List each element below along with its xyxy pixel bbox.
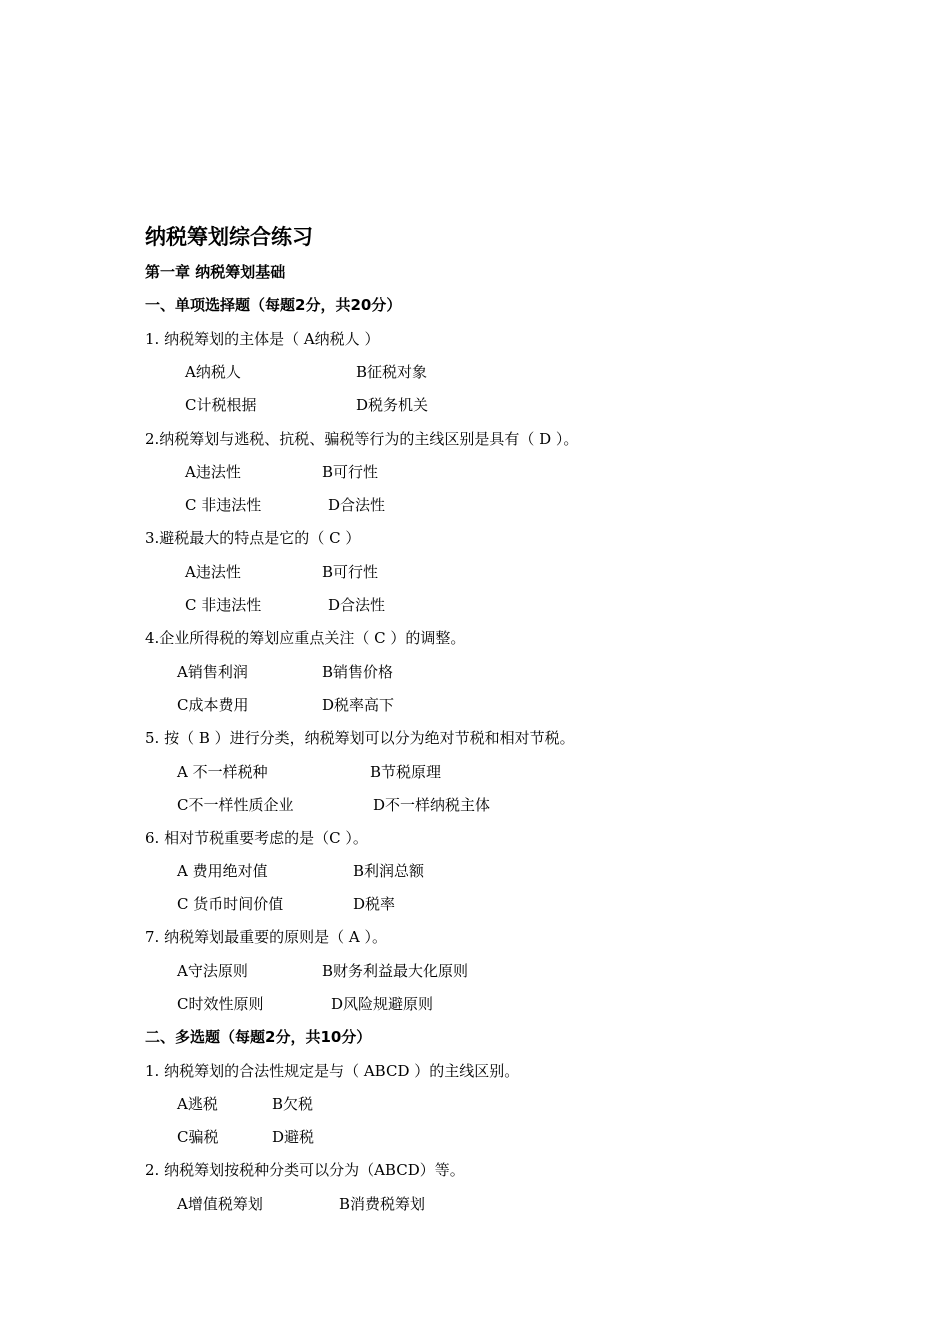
question-text: 4.企业所得税的筹划应重点关注（ C ）的调整。 bbox=[145, 629, 466, 647]
question-text: 5. 按（ B ）进行分类，纳税筹划可以分为绝对节税和相对节税。 bbox=[145, 729, 575, 747]
question-text: 1. 纳税筹划的合法性规定是与（ ABCD ）的主线区别。 bbox=[145, 1062, 520, 1080]
option-c: C 非违法性 bbox=[185, 496, 262, 514]
option-b: B可行性 bbox=[322, 463, 379, 481]
option-d: D合法性 bbox=[328, 496, 386, 514]
option-b: B财务利益最大化原则 bbox=[322, 962, 469, 980]
question-text: 1. 纳税筹划的主体是（ A纳税人 ） bbox=[145, 330, 380, 348]
option-a: A纳税人 bbox=[185, 363, 241, 381]
option-a: A 费用绝对值 bbox=[177, 862, 268, 880]
question-text: 2.纳税筹划与逃税、抗税、骗税等行为的主线区别是具有（ D ）。 bbox=[145, 430, 579, 448]
option-a: A违法性 bbox=[185, 463, 241, 481]
option-a: A守法原则 bbox=[177, 962, 248, 980]
option-b: B节税原理 bbox=[370, 763, 442, 781]
option-d: D避税 bbox=[272, 1128, 315, 1146]
question-text: 2. 纳税筹划按税种分类可以分为（ABCD）等。 bbox=[145, 1161, 465, 1179]
section-heading-multi-choice: 二、多选题（每题2分，共10分） bbox=[145, 1028, 372, 1046]
option-a: A销售利润 bbox=[177, 663, 248, 681]
section-heading-single-choice: 一、单项选择题（每题2分，共20分） bbox=[145, 296, 402, 314]
option-a: A增值税筹划 bbox=[177, 1195, 263, 1213]
option-c: C成本费用 bbox=[177, 696, 249, 714]
option-d: D税率 bbox=[353, 895, 396, 913]
question-text: 3.避税最大的特点是它的（ C ） bbox=[145, 529, 361, 547]
option-d: D税务机关 bbox=[356, 396, 429, 414]
option-d: D风险规避原则 bbox=[331, 995, 434, 1013]
option-d: D不一样纳税主体 bbox=[373, 796, 491, 814]
option-b: B欠税 bbox=[272, 1095, 314, 1113]
option-b: B利润总额 bbox=[353, 862, 425, 880]
option-c: C计税根据 bbox=[185, 396, 257, 414]
option-c: C骗税 bbox=[177, 1128, 219, 1146]
option-a: A 不一样税种 bbox=[177, 763, 268, 781]
option-d: D合法性 bbox=[328, 596, 386, 614]
chapter-heading: 第一章 纳税筹划基础 bbox=[145, 263, 286, 281]
option-c: C 非违法性 bbox=[185, 596, 262, 614]
question-text: 7. 纳税筹划最重要的原则是（ A ）。 bbox=[145, 928, 387, 946]
option-c: C 货币时间价值 bbox=[177, 895, 284, 913]
question-text: 6. 相对节税重要考虑的是（C ）。 bbox=[145, 829, 368, 847]
option-b: B消费税筹划 bbox=[339, 1195, 426, 1213]
option-b: B销售价格 bbox=[322, 663, 394, 681]
option-c: C不一样性质企业 bbox=[177, 796, 294, 814]
option-a: A违法性 bbox=[185, 563, 241, 581]
document-title: 纳税筹划综合练习 bbox=[145, 225, 313, 249]
option-b: B征税对象 bbox=[356, 363, 428, 381]
option-c: C时效性原则 bbox=[177, 995, 264, 1013]
option-b: B可行性 bbox=[322, 563, 379, 581]
option-d: D税率高下 bbox=[322, 696, 395, 714]
option-a: A逃税 bbox=[177, 1095, 218, 1113]
